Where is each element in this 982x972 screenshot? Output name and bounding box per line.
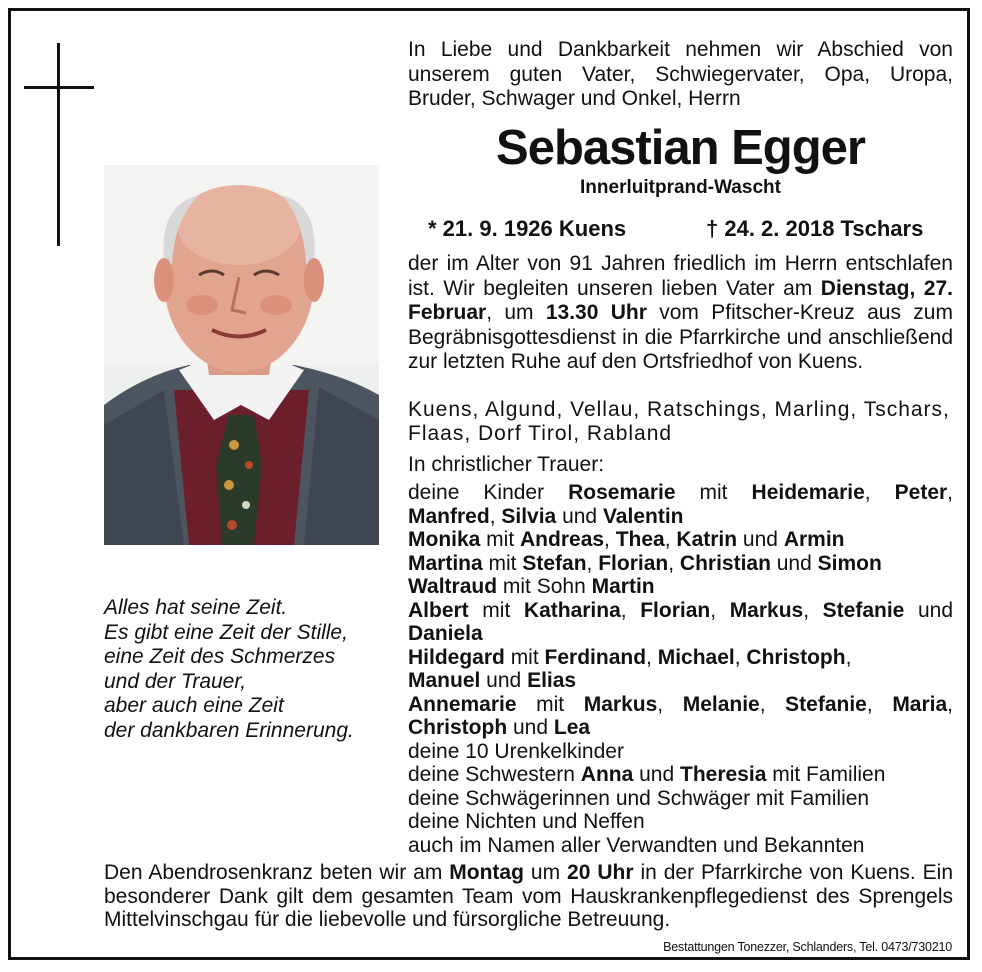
intro-text: In Liebe und Dankbarkeit nehmen wir Abschied von unserem guten Vater, Schwiegervater, Opa, Uropa, Bruder, Schwager und Onkel, Herrn: [408, 38, 953, 110]
mourner-name: Stefan: [522, 551, 587, 575]
poem-line: Es gibt eine Zeit der Stille,: [104, 620, 348, 644]
poem: [104, 596, 394, 743]
mourner-name: Thea: [615, 528, 665, 551]
mourner-text: und: [737, 528, 784, 551]
mourner-name: Annemarie: [408, 692, 517, 716]
mourner-line: [408, 528, 953, 552]
funeral-text-part: , um: [486, 301, 546, 324]
rosary-time: 20 Uhr: [567, 861, 634, 884]
mourner-name: Stefanie: [785, 692, 867, 716]
mourner-line: [408, 787, 953, 811]
mourner-text: deine Schwägerinnen und Schwäger mit Familien: [408, 786, 870, 810]
funeral-date: Dienstag, 27. Februar: [408, 276, 953, 324]
mourner-text: ,: [664, 528, 677, 551]
funeral-text-part: der im Alter von 91 Jahren friedlich im Herrn entschlafen ist. Wir begleiten unseren lieben Vater am: [408, 252, 953, 300]
mourner-name: Martin: [591, 575, 655, 598]
mourner-text: ,: [668, 551, 680, 575]
poem-line: der dankbaren Erinnerung.: [104, 718, 354, 742]
mourner-name: Christoph: [408, 716, 508, 739]
mourner-text: ,: [646, 645, 658, 669]
farm-name: Innerluitprand-Wascht: [580, 177, 781, 198]
poem-line: eine Zeit des Schmerzes: [104, 645, 336, 668]
mourner-text: deine Kinder: [408, 481, 569, 504]
mourner-line: [408, 622, 953, 646]
mourner-text: mit Familien: [766, 763, 886, 786]
death-date: † 24. 2. 2018 Tschars: [706, 216, 924, 241]
undertaker-credit: Bestattungen Tonezzer, Schlanders, Tel. 0473/730210: [663, 940, 952, 954]
mourner-name: Manuel: [408, 669, 481, 692]
mourner-line: [408, 575, 953, 599]
mourner-text: ,: [803, 598, 823, 622]
mourner-text: ,: [759, 692, 786, 716]
mourner-name: Monika: [408, 528, 481, 551]
mourner-text: ,: [947, 692, 954, 716]
mourner-name: Markus: [583, 692, 658, 716]
poem-line: Alles hat seine Zeit.: [104, 596, 288, 619]
mourner-name: Andreas: [520, 528, 605, 551]
mourner-name: Melanie: [682, 692, 760, 716]
mourner-text: mit: [480, 528, 521, 551]
mourner-name: Martina: [408, 551, 483, 575]
mourner-name: Albert: [408, 598, 469, 622]
mourners-list: [408, 481, 953, 857]
poem-line: aber auch eine Zeit: [104, 694, 284, 717]
mourner-name: Valentin: [602, 504, 684, 528]
mourner-name: Armin: [783, 528, 845, 551]
rosary-day: Montag: [449, 861, 524, 884]
funeral-text-part: vom Pfitscher-Kreuz aus zum Begräbnisgottesdienst in die Pfarrkirche und anschließend zur letzten Ruhe auf den Ortsfriedhof von Kuens.: [408, 301, 953, 373]
mourner-name: Michael: [657, 645, 735, 669]
mourner-name: Florian: [598, 551, 669, 575]
mourner-name: Christian: [679, 551, 771, 575]
mourner-line: [408, 693, 953, 717]
mourner-line: [408, 599, 953, 623]
mourner-text: ,: [864, 481, 895, 504]
mourner-name: Lea: [553, 716, 591, 739]
mourner-text: ,: [586, 551, 599, 575]
mourner-text: ,: [734, 645, 747, 669]
mourner-name: Katrin: [676, 528, 738, 551]
mourner-line: [408, 740, 953, 764]
mourner-text: und: [507, 716, 554, 739]
mourner-name: Peter: [894, 481, 948, 504]
mourner-text: deine Nichten und Neffen: [408, 810, 645, 833]
mourner-name: Simon: [817, 551, 882, 575]
mourner-name: Markus: [729, 598, 804, 622]
mourner-line: [408, 552, 953, 576]
birth-date: * 21. 9. 1926 Kuens: [428, 216, 627, 241]
mourner-name: Hildegard: [408, 645, 505, 669]
mourner-line: [408, 763, 953, 787]
mourner-name: Theresia: [680, 763, 767, 786]
mourner-line: [408, 669, 953, 693]
mourner-name: Christoph: [746, 645, 846, 669]
mourner-text: mit: [504, 645, 545, 669]
mourner-name: Manfred: [408, 504, 490, 528]
mourning-heading: In christlicher Trauer:: [408, 453, 605, 476]
footer-text-part: in der Pfarrkirche von Kuens. Ein besonderer Dank gilt dem gesamten Team vom Hauskrankenpflegedienst des Sprengels Mittelvinschgau für die liebevolle und fürsorgliche Betreuung.: [104, 861, 954, 931]
mourner-text: und: [556, 504, 603, 528]
mourner-text: deine Schwestern: [408, 763, 581, 786]
mourner-line: [408, 481, 953, 505]
portrait-photo: [104, 165, 379, 545]
mourner-text: ,: [947, 481, 954, 504]
mourner-name: Silvia: [501, 504, 557, 528]
mourner-line: [408, 834, 953, 858]
cross-horizontal-bar: [24, 86, 94, 89]
funeral-details: [408, 252, 953, 375]
mourner-text: ,: [866, 692, 893, 716]
rosary-and-thanks: [104, 861, 953, 932]
mourner-name: Ferdinand: [544, 645, 647, 669]
funeral-time: 13.30 Uhr: [545, 301, 647, 324]
mourner-name: Stefanie: [822, 598, 905, 622]
mourner-text: mit: [468, 598, 524, 622]
mourner-text: mit: [675, 481, 752, 504]
mourner-text: mit Sohn: [497, 575, 592, 598]
mourner-text: ,: [845, 645, 852, 669]
footer-text-part: um: [523, 861, 568, 884]
mourner-text: ,: [620, 598, 641, 622]
poem-line: und der Trauer,: [104, 669, 247, 693]
footer-text-part: Den Abendrosenkranz beten wir am: [104, 861, 450, 884]
mourner-name: Rosemarie: [568, 481, 676, 504]
mourner-name: Elias: [527, 669, 577, 692]
mourner-name: Florian: [640, 598, 711, 622]
cross-vertical-bar: [57, 43, 60, 246]
mourner-name: Anna: [580, 763, 634, 786]
mourner-text: und: [633, 763, 680, 786]
places-list: Kuens, Algund, Vellau, Ratschings, Marling, Tschars, Flaas, Dorf Tirol, Rabland: [408, 398, 950, 445]
mourner-text: ,: [489, 504, 502, 528]
mourner-text: mit: [516, 692, 584, 716]
mourner-text: ,: [710, 598, 730, 622]
mourner-name: Waltraud: [408, 575, 498, 598]
mourner-text: ,: [604, 528, 616, 551]
mourner-text: auch im Namen aller Verwandten und Bekannten: [408, 833, 865, 857]
mourner-line: [408, 505, 953, 529]
mourner-text: und: [480, 669, 528, 692]
mourner-line: [408, 810, 953, 834]
mourner-line: [408, 646, 953, 670]
mourner-name: Katharina: [523, 598, 621, 622]
mourner-line: [408, 716, 953, 740]
mourner-text: mit: [482, 551, 523, 575]
mourner-name: Maria: [892, 692, 948, 716]
mourner-name: Daniela: [408, 622, 483, 645]
mourner-name: Heidemarie: [751, 481, 865, 504]
mourner-text: ,: [657, 692, 683, 716]
mourner-text: und: [770, 551, 818, 575]
mourner-text: und: [904, 598, 954, 622]
deceased-name: Sebastian Egger: [496, 121, 865, 175]
mourner-text: deine 10 Urenkelkinder: [408, 739, 624, 763]
